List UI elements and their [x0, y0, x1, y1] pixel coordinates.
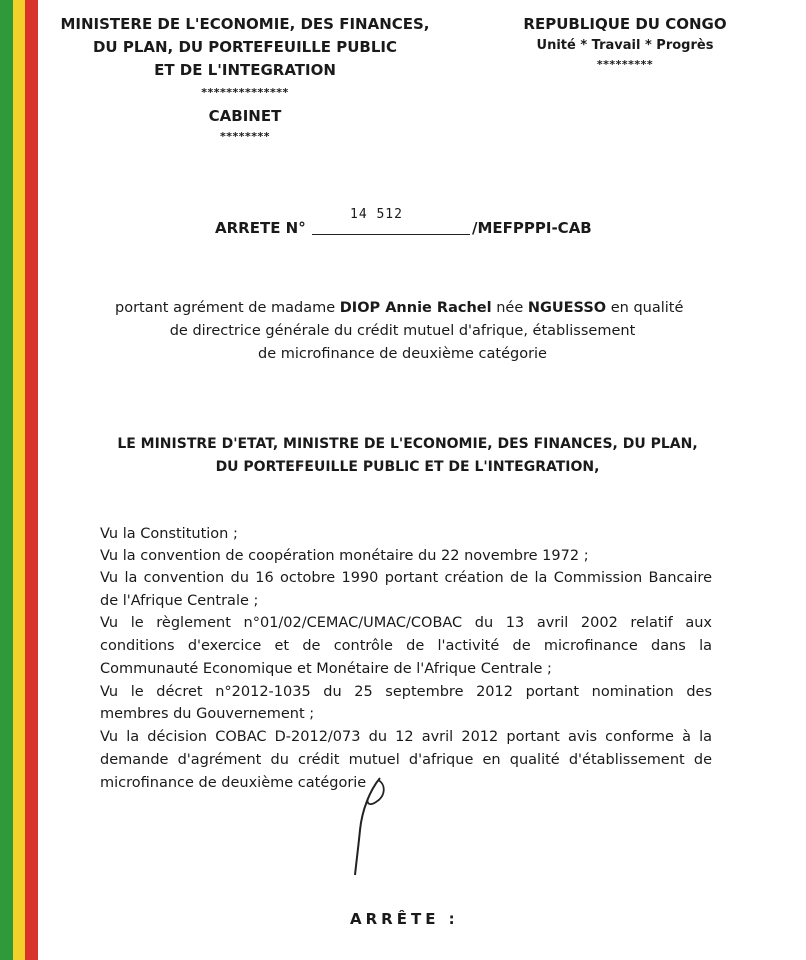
subject-text-a: portant agrément de madame: [115, 300, 340, 316]
ministry-line-2: DU PLAN, DU PORTEFEUILLE PUBLIC: [92, 38, 398, 56]
handwritten-initials: [340, 770, 400, 880]
visa-line: Vu la convention de coopération monétaire du 22 novembre 1972 ;: [100, 548, 589, 564]
subject-text-b: née: [491, 300, 528, 316]
arrete-suffix: /MEFPPPI-CAB: [472, 219, 592, 237]
subject-line-1: [115, 300, 683, 316]
republic-stars: *********: [596, 58, 654, 71]
flag-red-band: [25, 0, 38, 960]
cabinet-stars: ********: [219, 130, 271, 143]
flag-stripe: [0, 0, 38, 960]
minister-line-1: LE MINISTRE D'ETAT, MINISTRE DE L'ECONOMIE, DES FINANCES, DU PLAN,: [117, 436, 698, 452]
visa-line: microfinance de deuxième catégorie: [100, 775, 367, 791]
cabinet-label: CABINET: [208, 107, 282, 125]
visa-line: membres du Gouvernement ;: [100, 706, 315, 722]
visa-line: Vu le règlement n°01/02/CEMAC/UMAC/COBAC du 13 avril 2002 relatif aux: [100, 615, 712, 631]
subject-line-2: de directrice générale du crédit mutuel d'afrique, établissement: [169, 323, 636, 339]
visa-line: conditions d'exercice et de contrôle de l'activité de microfinance dans la: [100, 638, 712, 654]
ministry-stars: **************: [201, 86, 289, 99]
arrete-number-underline: [312, 234, 470, 235]
arrete-heading: ARRÊTE :: [350, 910, 459, 928]
subject-person-name: DIOP Annie Rachel: [339, 300, 492, 316]
minister-line-2: DU PORTEFEUILLE PUBLIC ET DE L'INTEGRATION,: [215, 459, 600, 475]
ministry-line-3: ET DE L'INTEGRATION: [154, 61, 336, 79]
arrete-prefix: ARRETE N°: [215, 219, 306, 237]
visa-line: Vu la convention du 16 octobre 1990 portant création de la Commission Bancaire: [100, 570, 712, 586]
flag-yellow-band: [13, 0, 25, 960]
flag-green-band: [0, 0, 13, 960]
subject-text-c: en qualité: [606, 300, 684, 316]
visa-line: Communauté Economique et Monétaire de l'Afrique Centrale ;: [100, 661, 552, 677]
visa-line: Vu le décret n°2012-1035 du 25 septembre 2012 portant nomination des: [100, 684, 712, 700]
republic-motto: Unité * Travail * Progrès: [536, 38, 714, 53]
ministry-line-1: MINISTERE DE L'ECONOMIE, DES FINANCES,: [60, 15, 430, 33]
republic-title: REPUBLIQUE DU CONGO: [523, 15, 727, 33]
visa-line: Vu la décision COBAC D-2012/073 du 12 avril 2012 portant avis conforme à la: [100, 729, 712, 745]
subject-line-3: de microfinance de deuxième catégorie: [258, 346, 547, 362]
visa-line: Vu la Constitution ;: [100, 526, 238, 542]
arrete-number: 14 512: [350, 207, 403, 222]
visa-line: de l'Afrique Centrale ;: [100, 593, 259, 609]
subject-maiden-name: NGUESSO: [527, 300, 607, 316]
visa-line: demande d'agrément du crédit mutuel d'afrique en qualité d'établissement de: [100, 752, 712, 768]
